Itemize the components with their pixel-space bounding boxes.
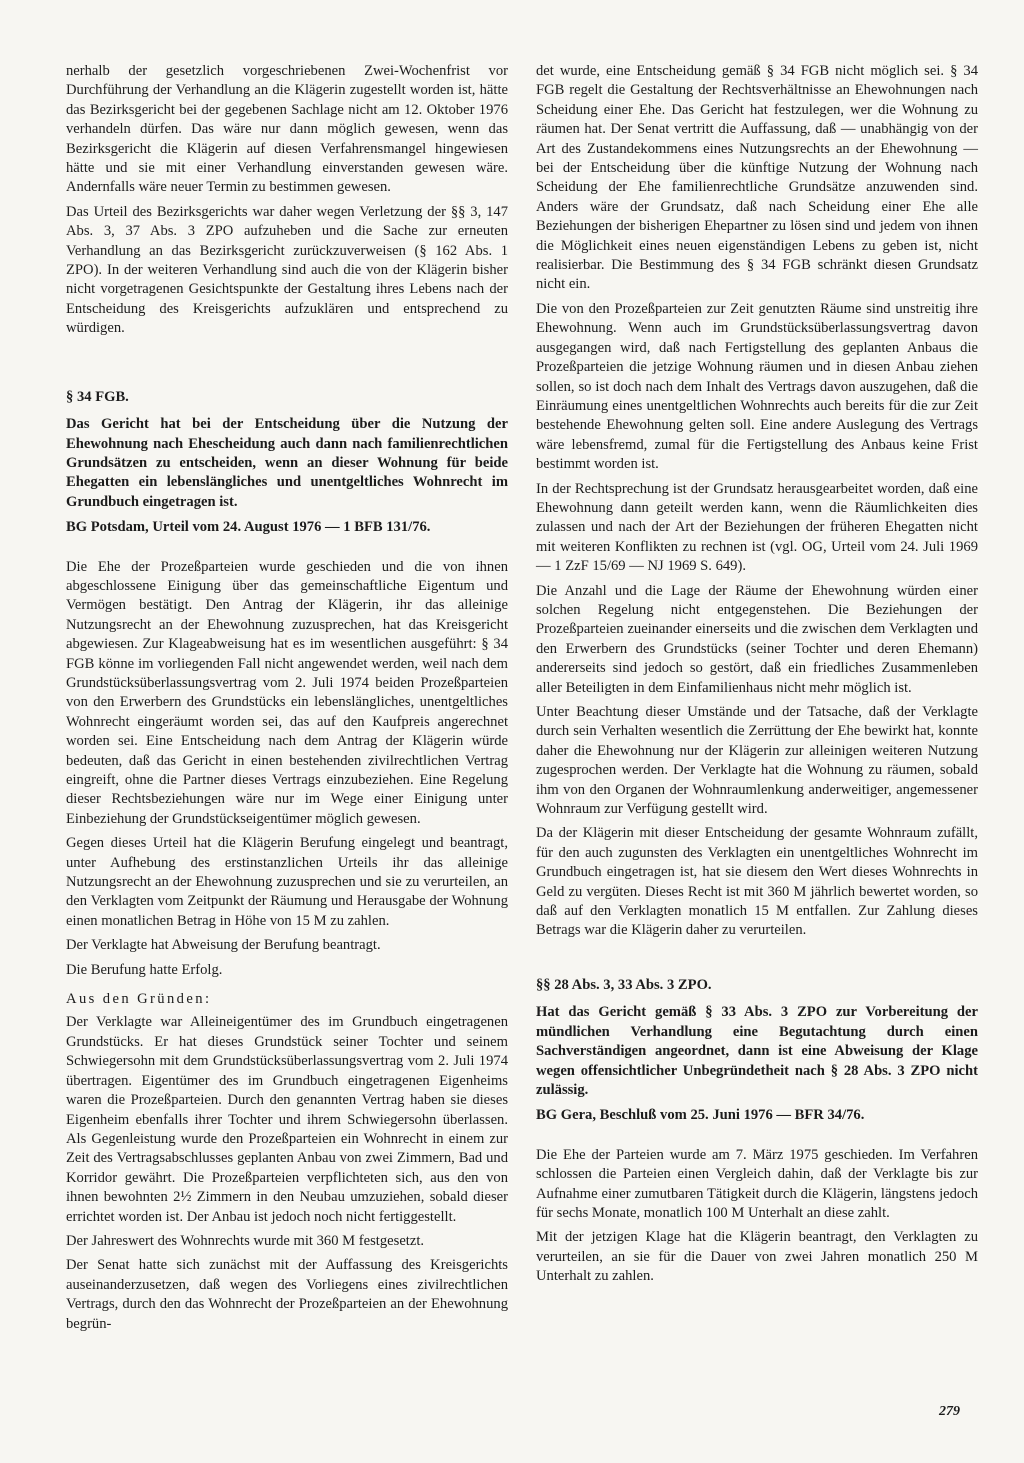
paragraph: Die Ehe der Prozeßparteien wurde geschieden und die von ihnen abgeschlossene Einigung über das gemeinschaftliche Eigentum und Vermögen bestätigt. Den Antrag der Klägerin, ihr das alleinige Nutzungsrecht an der Ehewohnung zuzusprechen, hat das Kreisgericht abgewiesen. Zur Klageabweisung hat es im wesentlichen ausgeführt: § 34 FGB könne im vorliegenden Fall nicht angewendet werden, weil nach dem Grundstücksüberlassungsvertrag vom 2. Juli 1974 beiden Prozeßparteien von den Erwerbern des Grundstücks ein lebenslängliches, unentgeltliches Wohnrecht eingeräumt worden sei, das auf den Kaufpreis angerechnet worden sei. Eine Entscheidung nach dem Antrag der Klägerin würde bedeuten, daß das Gericht in einen bestehenden zivilrechtlichen Vertrag eingreift, ohne die Partner dieses Vertrags einzubeziehen. Eine Regelung dieser Rechtsbeziehungen wäre nur im Wege einer Einigung unter Einbeziehung der Grundstückseigentümer möglich gewesen.: [66, 558, 508, 827]
paragraph: Der Jahreswert des Wohnrechts wurde mit 360 M festgesetzt.: [66, 1232, 425, 1249]
paragraph: In der Rechtsprechung ist der Grundsatz herausgearbeitet worden, daß eine Ehewohnung dann geteilt werden kann, wenn die Räumlichkeiten dies zulassen und nach der Art der Beziehungen der früheren Ehegatten nicht mit weiteren Konflikten zu rechnen ist (vgl. OG, Urteil vom 24. Juli 1969 — 1 ZzF 15/69 — NJ 1969 S. 649).: [536, 480, 978, 575]
paragraph: nerhalb der gesetzlich vorgeschriebenen Zwei-Wochenfrist vor Durchführung der Verhandlung an die Klägerin zugestellt worden ist, hätte das Bezirksgericht bei der gegebenen Sachlage nicht am 12. Oktober 1976 verhandeln dürfen. Das wäre nur dann möglich gewesen, wenn das Bezirksgericht die Klägerin auf diesen Verfahrensmangel hingewiesen hätte und sie mit einer Verhandlung einverstanden gewesen wäre. Andernfalls wäre neuer Termin zu bestimmen gewesen.: [66, 63, 508, 196]
paragraph: Der Verklagte hat Abweisung der Berufung beantragt.: [66, 937, 381, 954]
paragraph: det wurde, eine Entscheidung gemäß § 34 FGB nicht möglich sei. § 34 FGB regelt die Gestaltung der Rechtsverhältnisse an Ehewohnungen nach Scheidung einer Ehe. Das Gericht hat festzulegen, wer die Wohnung zu räumen hat. Der Senat vertritt die Auffassung, daß — unabhängig von der Art des Zustandekommens eines Nutzungsrechts an der Ehewohnung — bei der Entscheidung über die künftige Nutzung der Wohnung nach Scheidung der Ehe familienrechtliche Grundsätze anzuwenden sind. Anders wäre der Grundsatz, daß nach Scheidung einer Ehe alle Beziehungen der bisherigen Ehepartner zu lösen sind und jedem von ihnen die Möglichkeit eines neuen eigenständigen Lebens zu geben ist, nicht realisierbar. Die Bestimmung des § 34 FGB schränkt diesen Grundsatz nicht ein.: [536, 63, 978, 293]
paragraph: Unter Beachtung dieser Umstände und der Tatsache, daß der Verklagte durch sein Verhalten wesentlich die Zerrüttung der Ehe bewirkt hat, konnte daher die Ehewohnung nur der Klägerin zur alleinigen weiteren Nutzung zugesprochen werden. Der Verklagte hat die Wohnung zu räumen, sobald ihm von den Organen der Wohnraumlenkung anderweitiger, angemessener Wohnraum zur Verfügung gestellt wird.: [536, 704, 978, 818]
case-reference: §§ 28 Abs. 3, 33 Abs. 3 ZPO.: [536, 976, 712, 993]
section-heading: Aus den Gründen:: [66, 991, 212, 1008]
paragraph: Mit der jetzigen Klage hat die Klägerin beantragt, den Verklagten zu verurteilen, an sie für die Dauer von zwei Jahren monatlich 250 M Unterhalt zu zahlen.: [536, 1229, 978, 1285]
paragraph: Gegen dieses Urteil hat die Klägerin Berufung eingelegt und beantragt, unter Aufhebung des erstinstanzlichen Urteils ihr das alleinige Nutzungsrecht an der Ehewohnung zuzusprechen und sie zu verurteilen, an den Verklagten vom Zeitpunkt der Räumung und Herausgabe der Wohnung einen monatlichen Betrag in Höhe von 15 M zu zahlen.: [66, 835, 508, 929]
page-number: 279: [939, 1404, 960, 1419]
paragraph: Der Senat hatte sich zunächst mit der Auffassung des Kreisgerichts auseinanderzusetzen, daß wegen des Vorliegens eines zivilrechtlichen Vertrags, durch den das Wohnrecht der Prozeßparteien an der Ehewohnung begrün-: [66, 1257, 508, 1332]
paragraph: Die von den Prozeßparteien zur Zeit genutzten Räume sind unstreitig ihre Ehewohnung. Wenn auch im Grundstücksüberlassungsvertrag davon ausgegangen wird, daß nach Fertigstellung des geplanten Anbaus die Prozeßparteien die jetzige Wohnung räumen und in diesen Anbau ziehen sollen, so ist doch nach dem Inhalt des Vertrags davon auszugehen, daß die Einräumung eines unentgeltlichen Wohnrechts auch bereits für die zur Zeit bestehende Ehewohnung gelten soll. Eine andere Auslegung des Vertrags wäre lebensfremd, zumal für die Fertigstellung des Anbaus keine Frist bestimmt worden ist.: [536, 300, 978, 473]
fraction: 2½: [173, 1189, 192, 1206]
case-headnote: Hat das Gericht gemäß § 33 Abs. 3 ZPO zur Vorbereitung der mündlichen Verhandlung eine Begutachtung durch einen Sachverständigen angeordnet, dann ist eine Abweisung der Klage wegen offensichtlicher Unbegründetheit nach § 28 Abs. 3 ZPO nicht zulässig.: [536, 1004, 978, 1098]
case-citation: BG Gera, Beschluß vom 25. Juni 1976 — BFR 34/76.: [536, 1107, 865, 1124]
case-headnote: Das Gericht hat bei der Entscheidung über die Nutzung der Ehewohnung nach Ehescheidung auch dann nach familienrechtlichen Grundsätzen zu entscheiden, wenn an dieser Wohnung für beide Ehegatten ein lebenslängliches und unentgeltliches Wohnrecht im Grundbuch eingetragen ist.: [66, 416, 508, 510]
paragraph: Der Verklagte war Alleineigentümer des im Grundbuch eingetragenen Grundstücks. Er hat dieses Grundstück seiner Tochter und seinem Schwiegersohn mit dem Grundstücksüberlassungsvertrag vom 2. Juli 1974 übertragen. Eigentümer des im Grundbuch eingetragenen Eigenheims waren die Prozeßparteien. Durch den genannten Vertrag haben sie dieses Eigenheim ebenfalls ihrer Tochter und ihrem Schwiegersohn überlassen. Als Gegenleistung wurde den Prozeßparteien ein Wohnrecht in einem zur Zeit des Vertragsabschlusses geplanten Anbau von zwei Zimmern, Bad und Korridor gewährt. Die Prozeßparteien verpflichteten sich, aus den von ihnen bewohnten 2½ Zimmern in den Neubau umzuziehen, sobald dieser errichtet worden ist. Der Anbau ist jedoch noch nicht fertiggestellt.: [66, 1014, 508, 1225]
paragraph: Die Ehe der Parteien wurde am 7. März 1975 geschieden. Im Verfahren schlossen die Parteien einen Vergleich dahin, daß der Verklagte bis zur Aufnahme einer zumutbaren Tätigkeit durch die Klägerin, längstens jedoch für sechs Monate, monatlich 100 M Unterhalt an diese zahlt.: [536, 1146, 978, 1221]
left-column: [66, 62, 508, 1339]
paragraph: Das Urteil des Bezirksgerichts war daher wegen Verletzung der §§ 3, 147 Abs. 3, 37 Abs. 3 ZPO aufzuheben und die Sache zur erneuten Verhandlung an das Bezirksgericht zurückzuverweisen (§ 162 Abs. 1 ZPO). In der weiteren Verhandlung sind auch die von der Klägerin bisher nicht vorgetragenen Gesichtspunkte der Gestaltung ihres Lebens nach der Entscheidung des Kreisgerichts aufzuklären und entsprechend zu würdigen.: [66, 203, 508, 337]
case-citation: BG Potsdam, Urteil vom 24. August 1976 — 1 BFB 131/76.: [66, 519, 431, 536]
right-column: [536, 62, 978, 1292]
paragraph: Die Berufung hatte Erfolg.: [66, 961, 223, 978]
paragraph: Die Anzahl und die Lage der Räume der Ehewohnung würden einer solchen Regelung nicht entgegenstehen. Die Beziehungen der Prozeßparteien zueinander einerseits und die zwischen dem Verklagten und den Erwerbern des Grundstücks (seiner Tochter und deren Ehemann) andererseits sind jedoch so gestört, daß ein friedliches Zusammenleben aller Beteiligten in dem Einfamilienhaus nicht mehr möglich ist.: [536, 582, 978, 696]
case-reference: § 34 FGB.: [66, 388, 129, 405]
paragraph: Da der Klägerin mit dieser Entscheidung der gesamte Wohnraum zufällt, für den auch zugunsten des Verklagten ein unentgeltliches Wohnrecht im Grundbuch eingetragen ist, hat sie diesem den Wert dieses Wohnrechts in Geld zu vergüten. Dieses Recht ist mit 360 M jährlich bewertet worden, so daß auf den Verklagten monatlich 15 M entfallen. Zur Zahlung dieses Betrags war die Klägerin daher zu verurteilen.: [536, 825, 978, 939]
